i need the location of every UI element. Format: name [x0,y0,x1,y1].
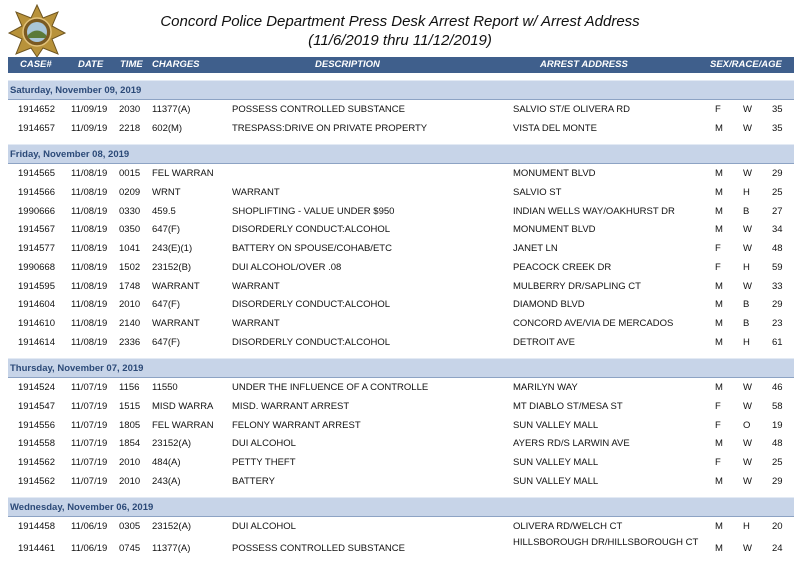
table-row [8,517,794,536]
cell-address: JANET LN [513,243,558,255]
cell-date: 11/08/19 [71,187,108,199]
table-row [8,183,794,202]
cell-description: POSSESS CONTROLLED SUBSTANCE [232,543,405,555]
cell-case: 1914657 [18,122,55,134]
cell-race: W [743,382,752,394]
cell-time: 1854 [119,438,141,450]
cell-time: 1805 [119,419,141,431]
cell-charge: 23152(A) [152,438,192,450]
cell-charge: 11377(A) [152,543,191,555]
cell-age: 58 [772,400,783,412]
cell-time: 2010 [119,299,141,311]
report-title-line1: Concord Police Department Press Desk Arrest Report w/ Arrest Address [160,13,640,30]
cell-sex: F [715,104,721,115]
cell-charge: WARRANT [152,280,200,292]
cell-time: 0745 [119,543,141,555]
cell-address: MONUMENT BLVD [513,224,596,236]
cell-date: 11/06/19 [71,543,108,555]
col-description: DESCRIPTION [315,59,380,70]
cell-race: W [743,400,752,412]
table-row [8,202,794,221]
cell-age: 35 [772,104,783,115]
cell-race: W [743,243,752,255]
cell-date: 11/08/19 [71,168,108,180]
table-row [8,258,794,277]
table-row [8,100,794,119]
table-row [8,378,794,397]
cell-sex: M [715,543,723,555]
cell-charge: 11377(A) [152,104,191,115]
cell-date: 11/06/19 [71,521,108,533]
cell-address: MT DIABLO ST/MESA ST [513,400,623,412]
cell-race: B [743,299,750,311]
table-row [8,220,794,239]
cell-time: 1515 [119,400,141,412]
table-row [8,119,794,138]
date-section-header [8,490,794,517]
cell-time: 2030 [119,104,141,115]
cell-sex: M [715,168,723,180]
cell-address: VISTA DEL MONTE [513,122,597,134]
cell-case: 1914556 [18,419,55,431]
cell-case: 1914547 [18,400,55,412]
cell-race: W [743,122,752,134]
cell-description: DUI ALCOHOL [232,438,296,450]
cell-address: SALVIO ST [513,187,562,199]
cell-address: SUN VALLEY MALL [513,419,599,431]
cell-description: DISORDERLY CONDUCT:ALCOHOL [232,336,391,348]
cell-date: 11/08/19 [71,299,108,311]
report-title-line2: (11/6/2019 thru 11/12/2019) [308,32,492,49]
cell-address: HILLSBOROUGH DR/HILLSBOROUGH CT [513,537,699,549]
cell-date: 11/09/19 [71,122,108,134]
cell-time: 2010 [119,475,141,487]
cell-age: 20 [772,521,783,533]
cell-charge: 602(M) [152,122,183,134]
date-section-label: Saturday, November 09, 2019 [10,85,142,96]
cell-sex: M [715,382,723,394]
cell-charge: 11550 [152,382,178,394]
cell-time: 2336 [119,336,141,348]
cell-sex: M [715,122,723,134]
cell-charge: 23152(B) [152,261,192,273]
cell-description: POSSESS CONTROLLED SUBSTANCE [232,104,405,115]
cell-race: H [743,261,750,273]
cell-age: 29 [772,168,783,180]
cell-sex: M [715,187,723,199]
cell-race: W [743,438,752,450]
date-section-label: Wednesday, November 06, 2019 [10,502,154,514]
cell-description: WARRANT [232,187,280,199]
cell-race: O [743,419,751,431]
table-row [8,472,794,491]
cell-case: 1914567 [18,224,55,236]
arrest-table [8,73,794,562]
cell-race: B [743,205,750,217]
col-time: TIME [120,59,143,70]
cell-address: SUN VALLEY MALL [513,475,599,487]
cell-time: 0330 [119,205,141,217]
cell-charge: MISD WARRA [152,400,214,412]
date-section-label: Thursday, November 07, 2019 [10,363,144,375]
cell-age: 34 [772,224,783,236]
cell-time: 0015 [119,168,141,180]
cell-sex: F [715,400,721,412]
cell-address: AYERS RD/S LARWIN AVE [513,438,630,450]
cell-date: 11/08/19 [71,280,108,292]
cell-race: H [743,187,750,199]
cell-date: 11/07/19 [71,382,108,394]
cell-race: H [743,336,750,348]
cell-race: H [743,521,750,533]
table-row [8,453,794,472]
cell-age: 25 [772,457,783,468]
cell-sex: F [715,261,721,273]
cell-description: MISD. WARRANT ARREST [232,400,350,412]
table-row [8,434,794,453]
cell-address: PEACOCK CREEK DR [513,261,612,273]
cell-case: 1914652 [18,104,55,115]
cell-case: 1914461 [18,543,55,555]
cell-description: DUI ALCOHOL [232,521,296,533]
cell-date: 11/08/19 [71,261,108,273]
cell-age: 29 [772,299,783,311]
cell-date: 11/08/19 [71,243,108,255]
cell-description: BATTERY ON SPOUSE/COHAB/ETC [232,243,392,255]
table-row [8,314,794,333]
cell-case: 1914562 [18,475,55,487]
cell-case: 1914604 [18,299,55,311]
table-row [8,164,794,183]
cell-date: 11/08/19 [71,336,108,348]
cell-address: INDIAN WELLS WAY/OAKHURST DR [513,205,675,217]
cell-date: 11/09/19 [71,104,108,115]
cell-sex: F [715,243,721,255]
cell-age: 23 [772,317,783,329]
cell-date: 11/07/19 [71,475,108,487]
cell-case: 1990666 [18,205,55,217]
cell-description: WARRANT [232,317,280,329]
cell-sex: M [715,299,723,311]
cell-age: 33 [772,280,783,292]
col-date: DATE [78,59,104,70]
cell-age: 61 [772,336,783,348]
cell-address: DIAMOND BLVD [513,299,585,311]
col-sex-race-age: SEX/RACE/AGE [710,59,782,70]
cell-case: 1914610 [18,317,55,329]
cell-date: 11/07/19 [71,400,108,412]
date-section-header [8,137,794,164]
cell-time: 0209 [119,187,141,199]
cell-charge: FEL WARRAN [152,419,214,431]
column-header-bar [8,57,794,73]
cell-charge: 647(F) [152,336,180,348]
cell-sex: M [715,224,723,236]
cell-time: 2140 [119,317,141,329]
cell-charge: 647(F) [152,299,180,311]
cell-race: W [743,168,752,180]
date-section-header [8,73,794,100]
cell-age: 19 [772,419,783,431]
cell-time: 0305 [119,521,141,533]
cell-race: W [743,280,752,292]
col-case: CASE# [20,59,52,70]
cell-description: BATTERY [232,475,275,487]
table-row [8,416,794,435]
cell-address: SUN VALLEY MALL [513,457,599,468]
col-charges: CHARGES [152,59,200,70]
cell-age: 29 [772,475,783,487]
cell-address: CONCORD AVE/VIA DE MERCADOS [513,317,674,329]
cell-address: MULBERRY DR/SAPLING CT [513,280,641,292]
cell-address: MARILYN WAY [513,382,578,394]
cell-case: 1914577 [18,243,55,255]
cell-age: 25 [772,187,783,199]
cell-age: 35 [772,122,783,134]
cell-charge: 484(A) [152,457,181,468]
cell-race: W [743,224,752,236]
cell-time: 1748 [119,280,141,292]
cell-case: 1914458 [18,521,55,533]
cell-sex: M [715,205,723,217]
table-row [8,397,794,416]
cell-description: PETTY THEFT [232,457,296,468]
cell-time: 1156 [119,382,140,394]
cell-case: 1914595 [18,280,55,292]
cell-case: 1914614 [18,336,55,348]
table-row [8,295,794,314]
cell-address: DETROIT AVE [513,336,575,348]
cell-sex: M [715,317,723,329]
cell-charge: 243(A) [152,475,181,487]
cell-age: 59 [772,261,783,273]
cell-charge: 459.5 [152,205,176,217]
cell-case: 1914558 [18,438,55,450]
cell-date: 11/08/19 [71,317,108,329]
cell-date: 11/07/19 [71,457,108,468]
cell-case: 1914566 [18,187,55,199]
cell-charge: 243(E)(1) [152,243,193,255]
cell-case: 1914562 [18,457,55,468]
cell-sex: M [715,438,723,450]
cell-time: 0350 [119,224,141,236]
cell-description: DISORDERLY CONDUCT:ALCOHOL [232,224,391,236]
cell-time: 1502 [119,261,141,273]
date-section-label: Friday, November 08, 2019 [10,149,130,161]
cell-time: 2010 [119,457,141,468]
cell-charge: 23152(A) [152,521,192,533]
cell-description: SHOPLIFTING - VALUE UNDER $950 [232,205,395,217]
cell-age: 48 [772,243,783,255]
cell-time: 2218 [119,122,141,134]
cell-race: W [743,457,752,468]
cell-time: 1041 [119,243,141,255]
report-title [0,12,800,50]
cell-charge: WARRANT [152,317,200,329]
cell-case: 1914565 [18,168,55,180]
cell-race: W [743,104,752,115]
cell-date: 11/08/19 [71,224,108,236]
cell-race: B [743,317,750,329]
cell-sex: M [715,521,723,533]
cell-age: 48 [772,438,783,450]
cell-date: 11/07/19 [71,419,108,431]
cell-sex: M [715,280,723,292]
cell-age: 27 [772,205,783,217]
cell-description: DISORDERLY CONDUCT:ALCOHOL [232,299,391,311]
cell-sex: M [715,336,723,348]
cell-sex: M [715,475,723,487]
date-section-header [8,351,794,378]
table-row [8,239,794,258]
cell-sex: F [715,457,721,468]
cell-sex: F [715,419,721,431]
cell-date: 11/07/19 [71,438,108,450]
cell-charge: FEL WARRAN [152,168,214,180]
cell-description: FELONY WARRANT ARREST [232,419,361,431]
cell-description: UNDER THE INFLUENCE OF A CONTROLLE [232,382,429,394]
table-row [8,536,794,562]
cell-charge: WRNT [152,187,181,199]
table-row [8,277,794,296]
cell-description: TRESPASS:DRIVE ON PRIVATE PROPERTY [232,122,428,134]
table-row [8,333,794,352]
cell-address: OLIVERA RD/WELCH CT [513,521,623,533]
cell-age: 24 [772,543,783,555]
cell-description: WARRANT [232,280,280,292]
cell-address: SALVIO ST/E OLIVERA RD [513,104,631,115]
cell-age: 46 [772,382,783,394]
cell-race: W [743,475,752,487]
cell-description: DUI ALCOHOL/OVER .08 [232,261,342,273]
cell-case: 1914524 [18,382,55,394]
cell-case: 1990668 [18,261,55,273]
cell-address: MONUMENT BLVD [513,168,596,180]
cell-race: W [743,543,752,555]
col-address: ARREST ADDRESS [540,59,628,70]
cell-date: 11/08/19 [71,205,108,217]
cell-charge: 647(F) [152,224,180,236]
